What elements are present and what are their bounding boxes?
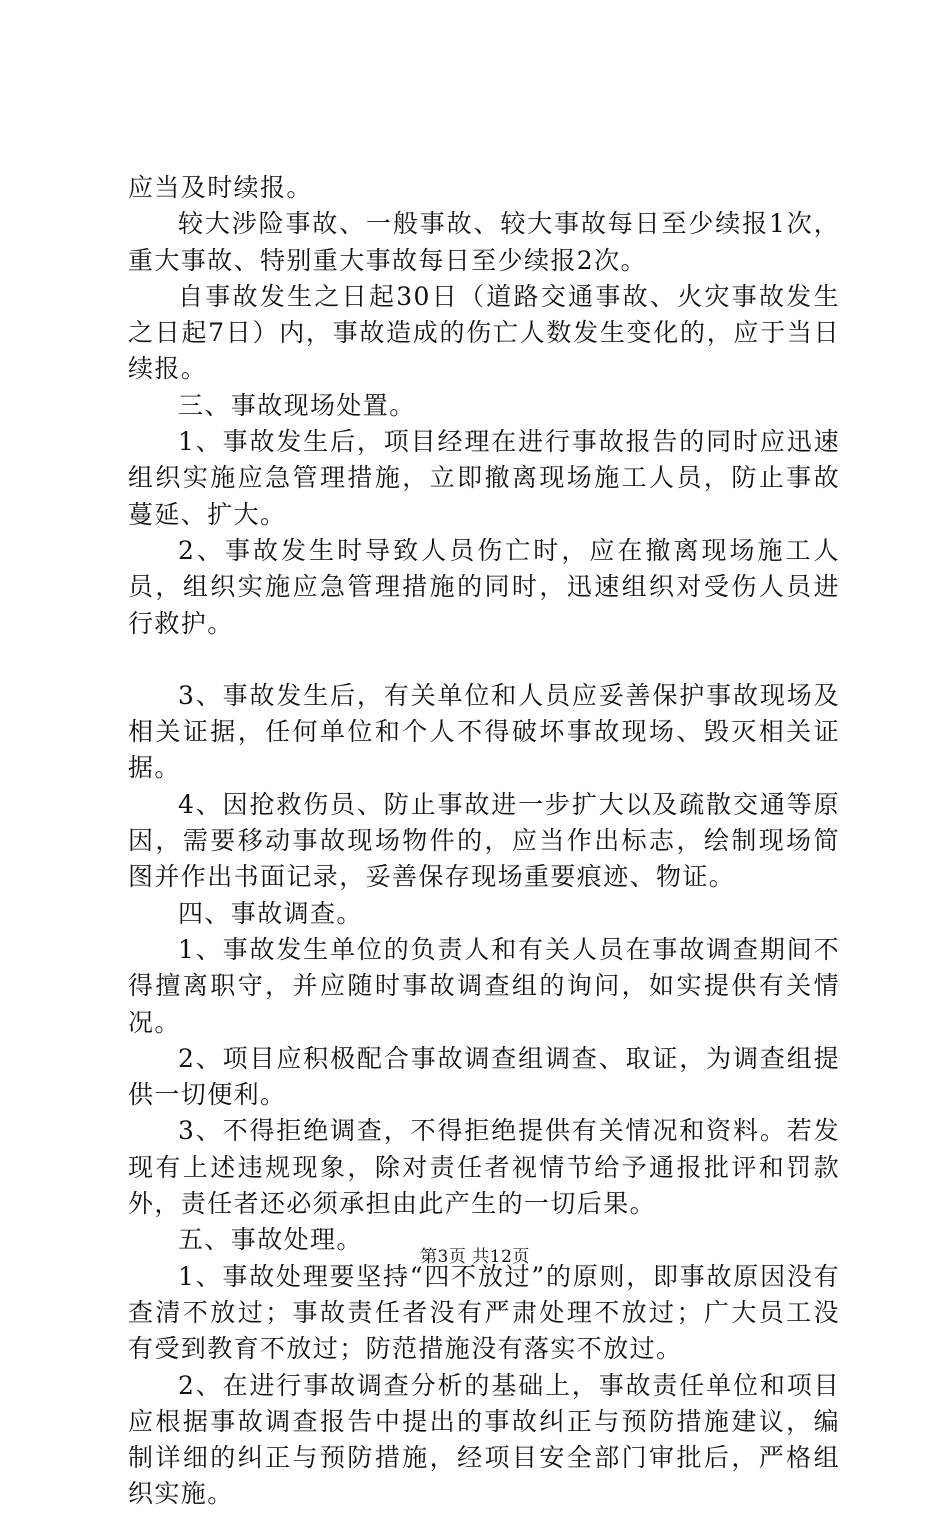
paragraph-investigation-item-2: 2、项目应积极配合事故调查组调查、取证，为调查组提供一切便利。 [128,1043,840,1110]
paragraph-handling-item-1: 1、事故处理要坚持“四不放过”的原则，即事故原因没有查清不放过；事故责任者没有严肃处理不放过；广大员工没有受到教育不放过；防范措施没有落实不放过。 [128,1261,840,1364]
paragraph-handling-item-2: 2、在进行事故调查分析的基础上，事故责任单位和项目应根据事故调查报告中提出的事故纠正与预防措施建议，编制详细的纠正与预防措施，经项目安全部门审批后，严格组织实施。 [128,1370,840,1509]
page-number-footer: 第3页 共12页 [420,1247,530,1267]
paragraph-investigation-item-3: 3、不得拒绝调查，不得拒绝提供有关情况和资料。若发现有上述违规现象，除对责任者视情节给予通报批评和罚款外，责任者还必须承担由此产生的一切后果。 [128,1116,840,1219]
paragraph-scene-item-1: 1、事故发生后，项目经理在进行事故报告的同时应迅速组织实施应急管理措施，立即撤离现场施工人员，防止事故蔓延、扩大。 [128,427,840,529]
paragraph-investigation-item-1: 1、事故发生单位的负责人和有关人员在事故调查期间不得擅离职守，并应随时事故调查组的询问，如实提供有关情况。 [128,934,840,1037]
paragraph-casualty-change: 自事故发生之日起30日（道路交通事故、火灾事故发生之日起7日）内，事故造成的伤亡人数发生变化的，应于当日续报。 [128,281,840,384]
paragraph-scene-item-3: 3、事故发生后，有关单位和人员应妥善保护事故现场及相关证据，任何单位和个人不得破坏事故现场、毁灭相关证据。 [128,680,840,783]
document-body [128,170,840,1513]
paragraph-scene-item-4: 4、因抢救伤员、防止事故进一步扩大以及疏散交通等原因，需要移动事故现场物件的，应当作出标志，绘制现场简图并作出书面记录，妥善保存现场重要痕迹、物证。 [128,789,840,892]
section-heading-investigation: 四、事故调查。 [178,898,363,928]
paragraph-continuation: 应当及时续报。 [128,173,313,202]
paragraph-scene-item-2: 2、事故发生时导致人员伤亡时，应在撤离现场施工人员，组织实施应急管理措施的同时，迅速组织对受伤人员进行救护。 [128,535,840,638]
section-heading-handling: 五、事故处理。 [178,1225,363,1255]
section-heading-scene-handling: 三、事故现场处置。 [178,390,416,420]
paragraph-report-frequency: 较大涉险事故、一般事故、较大事故每日至少续报1次，重大事故、特别重大事故每日至少续报2次。 [128,209,840,275]
